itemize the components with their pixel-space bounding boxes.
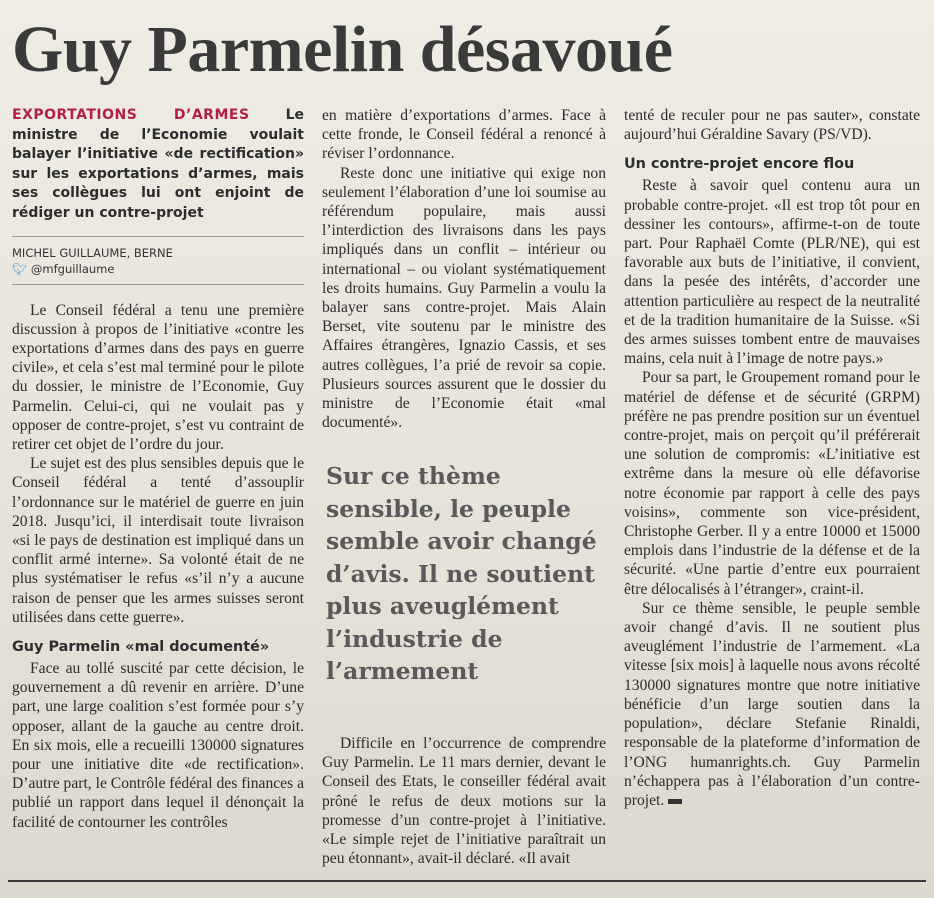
paragraph: Reste donc une initiative qui exige non seulement l’élaboration d’une loi soumise au référendum populaire, mais aussi l’interdiction des livraisons dans les pays impliqués dans un conflit – intérieur ou international – ou violant systématiquement les droits humains. Guy Parmelin a voulu la balayer sans contre-projet. Mais Alain Berset, vite soutenu par le ministre des Affaires étrangères, Ignazio Cassis, et ses autres collègues, l’a prié de revoir sa copie. Plusieurs sources assurent que le dossier du ministre de l’Economie était «mal documenté».: [322, 164, 606, 432]
paragraph: Difficile en l’occurrence de comprendre Guy Parmelin. Le 11 mars dernier, devant le Conseil des Etats, le conseiller fédéral avait prôné le refus de deux motions sur la promesse d’un contre-projet à l’initiative. «Le simple rejet de l’initiative paraîtrait un peu étonnant», avait-il déclaré. «Il avait: [322, 734, 606, 868]
subheading: Un contre-projet encore flou: [624, 156, 855, 173]
paragraph: Le Conseil fédéral a tenu une première discussion à propos de l’initiative «contre les exportations d’armes dans des pays en guerre civile», et cela s’est mal terminé pour le pilote du dossier, le ministre de l’Economie, Guy Parmelin. Celui-ci, qui ne voulait pas y opposer de contre-projet, s’est vu contraint de retirer cet objet de l’ordre du jour.: [12, 301, 304, 453]
paragraph: Face au tollé suscité par cette décision, le gouvernement a dû revenir en arrière. D’une part, une large coalition s’est formée pour s’y opposer, allant de la gauche au centre droit. En six mois, elle a recueilli 130000 signatures pour une initiative dite «de rectification». D’autre part, le Contrôle fédéral des finances a publié un rapport dans lequel il dénonçait la facilité de contourner les contrôles: [12, 660, 304, 831]
lead-text: Le ministre de l’Economie voulait balayer l’initiative «de rectification» sur les exportations d’armes, mais ses collègues lui ont enjoint de rédiger un contre-projet: [12, 107, 304, 221]
paragraph: Pour sa part, le Groupement romand pour le matériel de défense et de sécurité (GRPM) préfère ne pas prendre position sur un éventuel contre-projet, mais on perçoit qu’il préférerait une solution de compromis: «L’initiative est extrême dans la mesure où elle défavorise notre économie par rapport à celle des pays voisins», commente son vice-président, Christophe Gerber. Il y a entre 10000 et 15000 emplois dans l’industrie de la défense et de la sécurité. «Une partie d’entre eux pourraient être délocalisés à l’étranger», craint-il.: [624, 369, 920, 598]
paragraph: en matière d’exportations d’armes. Face à cette fronde, le Conseil fédéral a renoncé à réviser l’ordonnance.: [322, 107, 606, 163]
twitter-bird-icon: 🐦︎: [12, 261, 28, 276]
paragraph-text: Sur ce thème sensible, le peuple semble avoir changé d’avis. Il ne soutient plus aveuglément l’industrie de l’armement. «La vitesse [six mois] à laquelle nous avons récolté 130000 signatures montre que notre initiative bénéficie d’un large soutien dans la population», déclare Stefanie Rinaldi, responsable de la plateforme d’information de l’ONG humanrights.ch. Guy Parmelin n’échappera pas à l’élaboration d’un contre-projet.: [624, 599, 920, 809]
end-mark-icon: [668, 799, 682, 804]
subheading: Guy Parmelin «mal documenté»: [12, 639, 270, 656]
rubric-label: EXPORTATIONS D’ARMES: [12, 107, 250, 123]
lead-paragraph: [12, 106, 304, 224]
paragraph: Le sujet est des plus sensibles depuis que le Conseil fédéral a tenté d’assouplir l’ordonnance sur le matériel de guerre en juin 2018. Jusqu’ici, il interdisait toute livraison «si le pays de destination est impliqué dans un conflit armé interne». Sa volonté était de ne plus systématiser le refus «s’il n’y a aucune raison de penser que les armes suisses seront utilisées dans cette guerre».: [12, 455, 304, 626]
headline: Guy Parmelin désavoué: [12, 13, 673, 86]
paragraph-final: [624, 599, 920, 810]
paragraph: Reste à savoir quel contenu aura un probable contre-projet. «Il est trop tôt pour en dessiner les contours», affirme-t-on de toute part. Pour Raphaël Comte (PLR/NE), qui est favorable aux buts de l’initiative, il convient, dans la pesée des intérêts, d’accorder une attention particulière au respect de la neutralité et de la tradition humanitaire de la Suisse. «Si des armes suisses tombent entre de mauvaises mains, cela nuit à l’image de notre pays.»: [624, 177, 920, 368]
column-2: [322, 106, 606, 868]
twitter-line[interactable]: [12, 261, 304, 285]
paragraph: tenté de reculer pour ne pas sauter», constate aujourd’hui Géraldine Savary (PS/VD).: [624, 107, 920, 144]
column-1: [12, 106, 304, 832]
twitter-handle[interactable]: @mfguillaume: [30, 261, 115, 276]
pull-quote: Sur ce thème sensible, le peuple semble avoir changé d’avis. Il ne soutient plus aveuglément l’industrie de l’armement: [326, 462, 597, 686]
byline: MICHEL GUILLAUME, BERNE: [12, 236, 304, 261]
column-3: [624, 106, 920, 810]
bottom-rule: [8, 880, 926, 882]
